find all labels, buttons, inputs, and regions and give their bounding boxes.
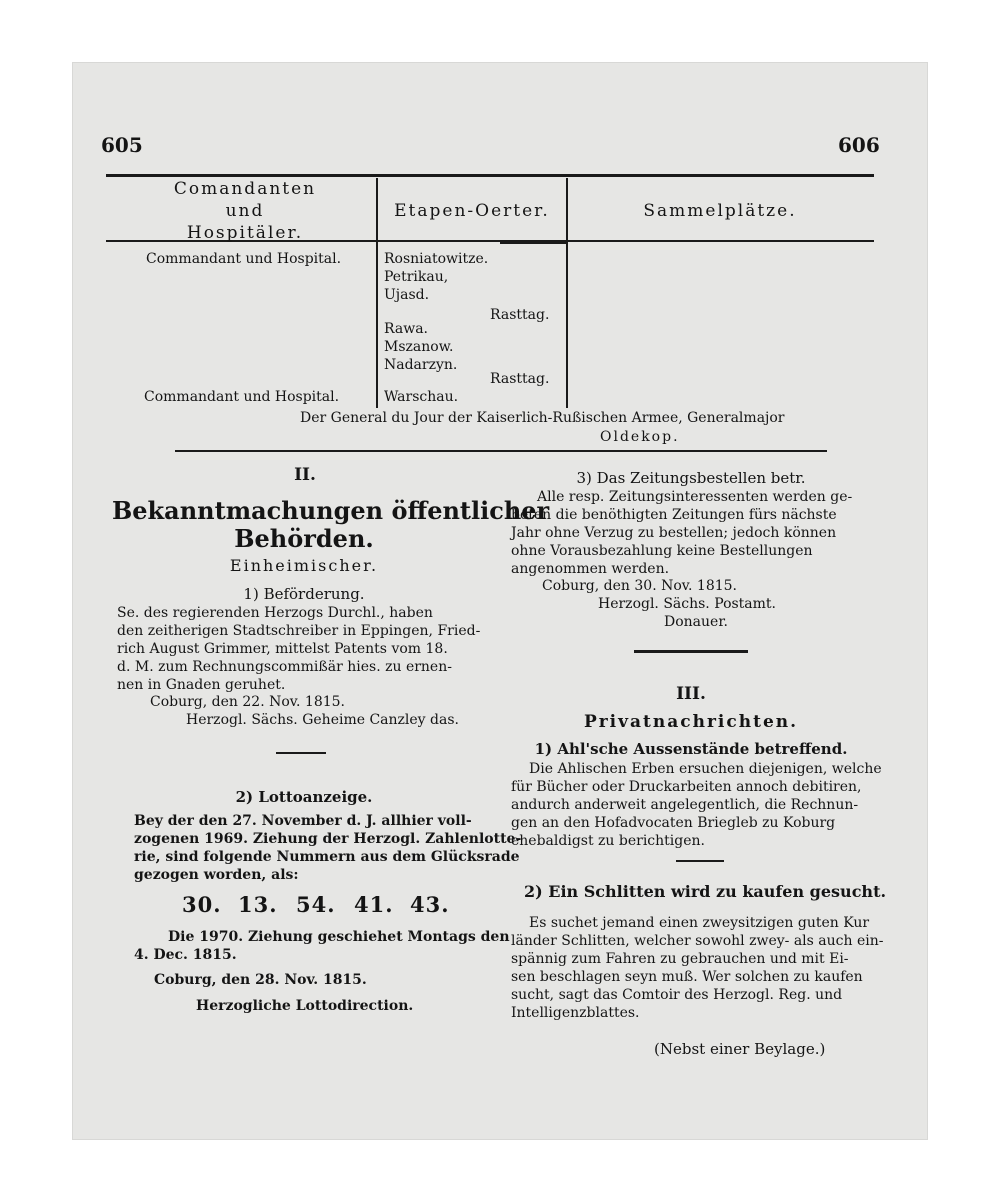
rest-day-2: Rasttag. — [490, 371, 550, 387]
general-signature-line: Der General du Jour der Kaiserlich-Rußischen Armee, Generalmajor — [300, 410, 785, 426]
text-line: rie, sind folgende Nummern aus dem Glücksrade — [134, 849, 520, 865]
lottery-number: 41. — [354, 892, 394, 917]
station-name: Rosniatowitze. — [384, 251, 489, 267]
text-line: Alle resp. Zeitungsinteressenten werden ge- — [537, 489, 853, 505]
text-line: nen in Gnaden geruhet. — [117, 677, 286, 693]
lottery-signature: Herzogliche Lottodirection. — [196, 998, 414, 1014]
lottery-next-drawing — [134, 928, 510, 964]
lottery-number: 30. — [182, 892, 222, 917]
text-line: Die Ahlischen Erben ersuchen diejenigen, welche — [529, 761, 882, 777]
text-line: Es suchet jemand einen zweysitzigen guten Kur — [529, 915, 870, 931]
text-line: Bey der den 27. November d. J. allhier voll- — [134, 813, 472, 829]
promotion-text — [117, 604, 481, 694]
lottery-text — [134, 812, 522, 884]
text-line: gen an den Hofadvocaten Briegleb zu Koburg — [511, 815, 836, 831]
text-line: Se. des regierenden Herzogs Durchl., haben — [117, 605, 433, 621]
lottery-dateline: Coburg, den 28. Nov. 1815. — [154, 972, 367, 988]
text-line: zogenen 1969. Ziehung der Herzogl. Zahlenlotte- — [134, 831, 522, 847]
rest-day-1: Rasttag. — [490, 307, 550, 323]
text-line: andurch anderweit angelegentlich, die Rechnun- — [511, 797, 859, 813]
section-title-line2: Behörden. — [234, 524, 374, 553]
newspapers-dateline: Coburg, den 30. Nov. 1815. — [542, 578, 738, 594]
station-name: Mszanow. — [384, 339, 454, 355]
header-commanders-line1: Comandanten — [173, 179, 317, 199]
station-name: Petrikau, — [384, 269, 449, 285]
header-stations: Etapen-Oerter. — [394, 201, 550, 221]
text-line: d. M. zum Rechnungscommißär hies. zu ernen- — [117, 659, 452, 675]
text-line: rich August Grimmer, mittelst Patents vom 18. — [117, 641, 448, 657]
newspapers-signature-name: Donauer. — [664, 614, 728, 630]
station-name: Nadarzyn. — [384, 357, 458, 373]
newspapers-text — [511, 488, 883, 578]
general-signature-name: Oldekop. — [600, 429, 680, 445]
station-list-2 — [384, 320, 457, 374]
header-commanders-line3: Hospitäler. — [186, 223, 304, 243]
table-column-divider-1 — [376, 178, 378, 408]
newspapers-signature: Herzogl. Sächs. Postamt. — [598, 596, 777, 612]
commander-row-1: Commandant und Hospital. — [146, 251, 342, 267]
text-line: sucht, sagt das Comtoir des Herzogl. Reg. und — [511, 987, 843, 1003]
text-line: Jahr ohne Verzug zu bestellen; jedoch können — [511, 525, 837, 541]
text-line: für Bücher oder Druckarbeiten annoch debitiren, — [511, 779, 862, 795]
table-short-rule — [500, 242, 566, 244]
station-name: Rawa. — [384, 321, 428, 337]
table-column-divider-2 — [566, 178, 568, 408]
supplement-note: (Nebst einer Beylage.) — [654, 1040, 826, 1058]
text-line: ehebaldigst zu berichtigen. — [511, 833, 705, 849]
item-heading-newspapers: 3) Das Zeitungsbestellen betr. — [576, 469, 806, 487]
text-line: beten die benöthigten Zeitungen fürs nächste — [511, 507, 837, 523]
section-divider — [175, 450, 827, 452]
item-heading-ahl: 1) Ahl'sche Aussenstände betreffend. — [534, 740, 848, 758]
text-line: Intelligenzblattes. — [511, 1005, 640, 1021]
lottery-number: 13. — [238, 892, 278, 917]
item-heading-lottery: 2) Lottoanzeige. — [235, 788, 373, 806]
text-line: den zeitherigen Stadtschreiber in Eppingen, Fried- — [117, 623, 481, 639]
text-line: spännig zum Fahren zu gebrauchen und mit Ei- — [511, 951, 849, 967]
sleigh-text — [511, 914, 889, 1022]
short-divider — [276, 752, 326, 754]
table-top-rule — [106, 174, 874, 177]
text-line: sen beschlagen seyn muß. Wer solchen zu kaufen — [511, 969, 863, 985]
promotion-signature: Herzogl. Sächs. Geheime Canzley das. — [186, 712, 459, 728]
commander-row-2: Commandant und Hospital. — [144, 389, 340, 405]
page-number-left: 605 — [101, 133, 143, 157]
text-line: angenommen werden. — [511, 561, 670, 577]
page-number-right: 606 — [838, 133, 880, 157]
section-number-3: III. — [676, 684, 706, 704]
section-divider-right — [634, 650, 748, 653]
text-line: ohne Vorausbezahlung keine Bestellungen — [511, 543, 813, 559]
station-list-1 — [384, 250, 488, 304]
ahl-text — [511, 760, 889, 850]
section-title-private: Privatnachrichten. — [583, 712, 799, 732]
text-line: gezogen worden, als: — [134, 867, 299, 883]
header-assembly-points: Sammelplätze. — [643, 201, 797, 221]
item-heading-promotion: 1) Beförderung. — [243, 585, 365, 603]
section-subtitle: Einheimischer. — [229, 556, 379, 575]
short-divider-right — [676, 860, 724, 862]
text-line: Die 1970. Ziehung geschiehet Montags den — [168, 929, 510, 945]
text-line: 4. Dec. 1815. — [134, 947, 237, 963]
section-title-line1: Bekanntmachungen öffentlicher — [112, 496, 550, 525]
text-line: länder Schlitten, welcher sowohl zwey- als auch ein- — [511, 933, 884, 949]
section-number-2: II. — [294, 465, 316, 485]
item-heading-sleigh: 2) Ein Schlitten wird zu kaufen gesucht. — [524, 882, 887, 901]
lottery-number: 54. — [296, 892, 336, 917]
lottery-number: 43. — [410, 892, 450, 917]
station-name: Ujasd. — [384, 287, 430, 303]
header-commanders — [120, 178, 370, 244]
header-commanders-line2: und — [225, 201, 265, 221]
promotion-dateline: Coburg, den 22. Nov. 1815. — [150, 694, 346, 710]
station-warschau: Warschau. — [384, 389, 459, 405]
